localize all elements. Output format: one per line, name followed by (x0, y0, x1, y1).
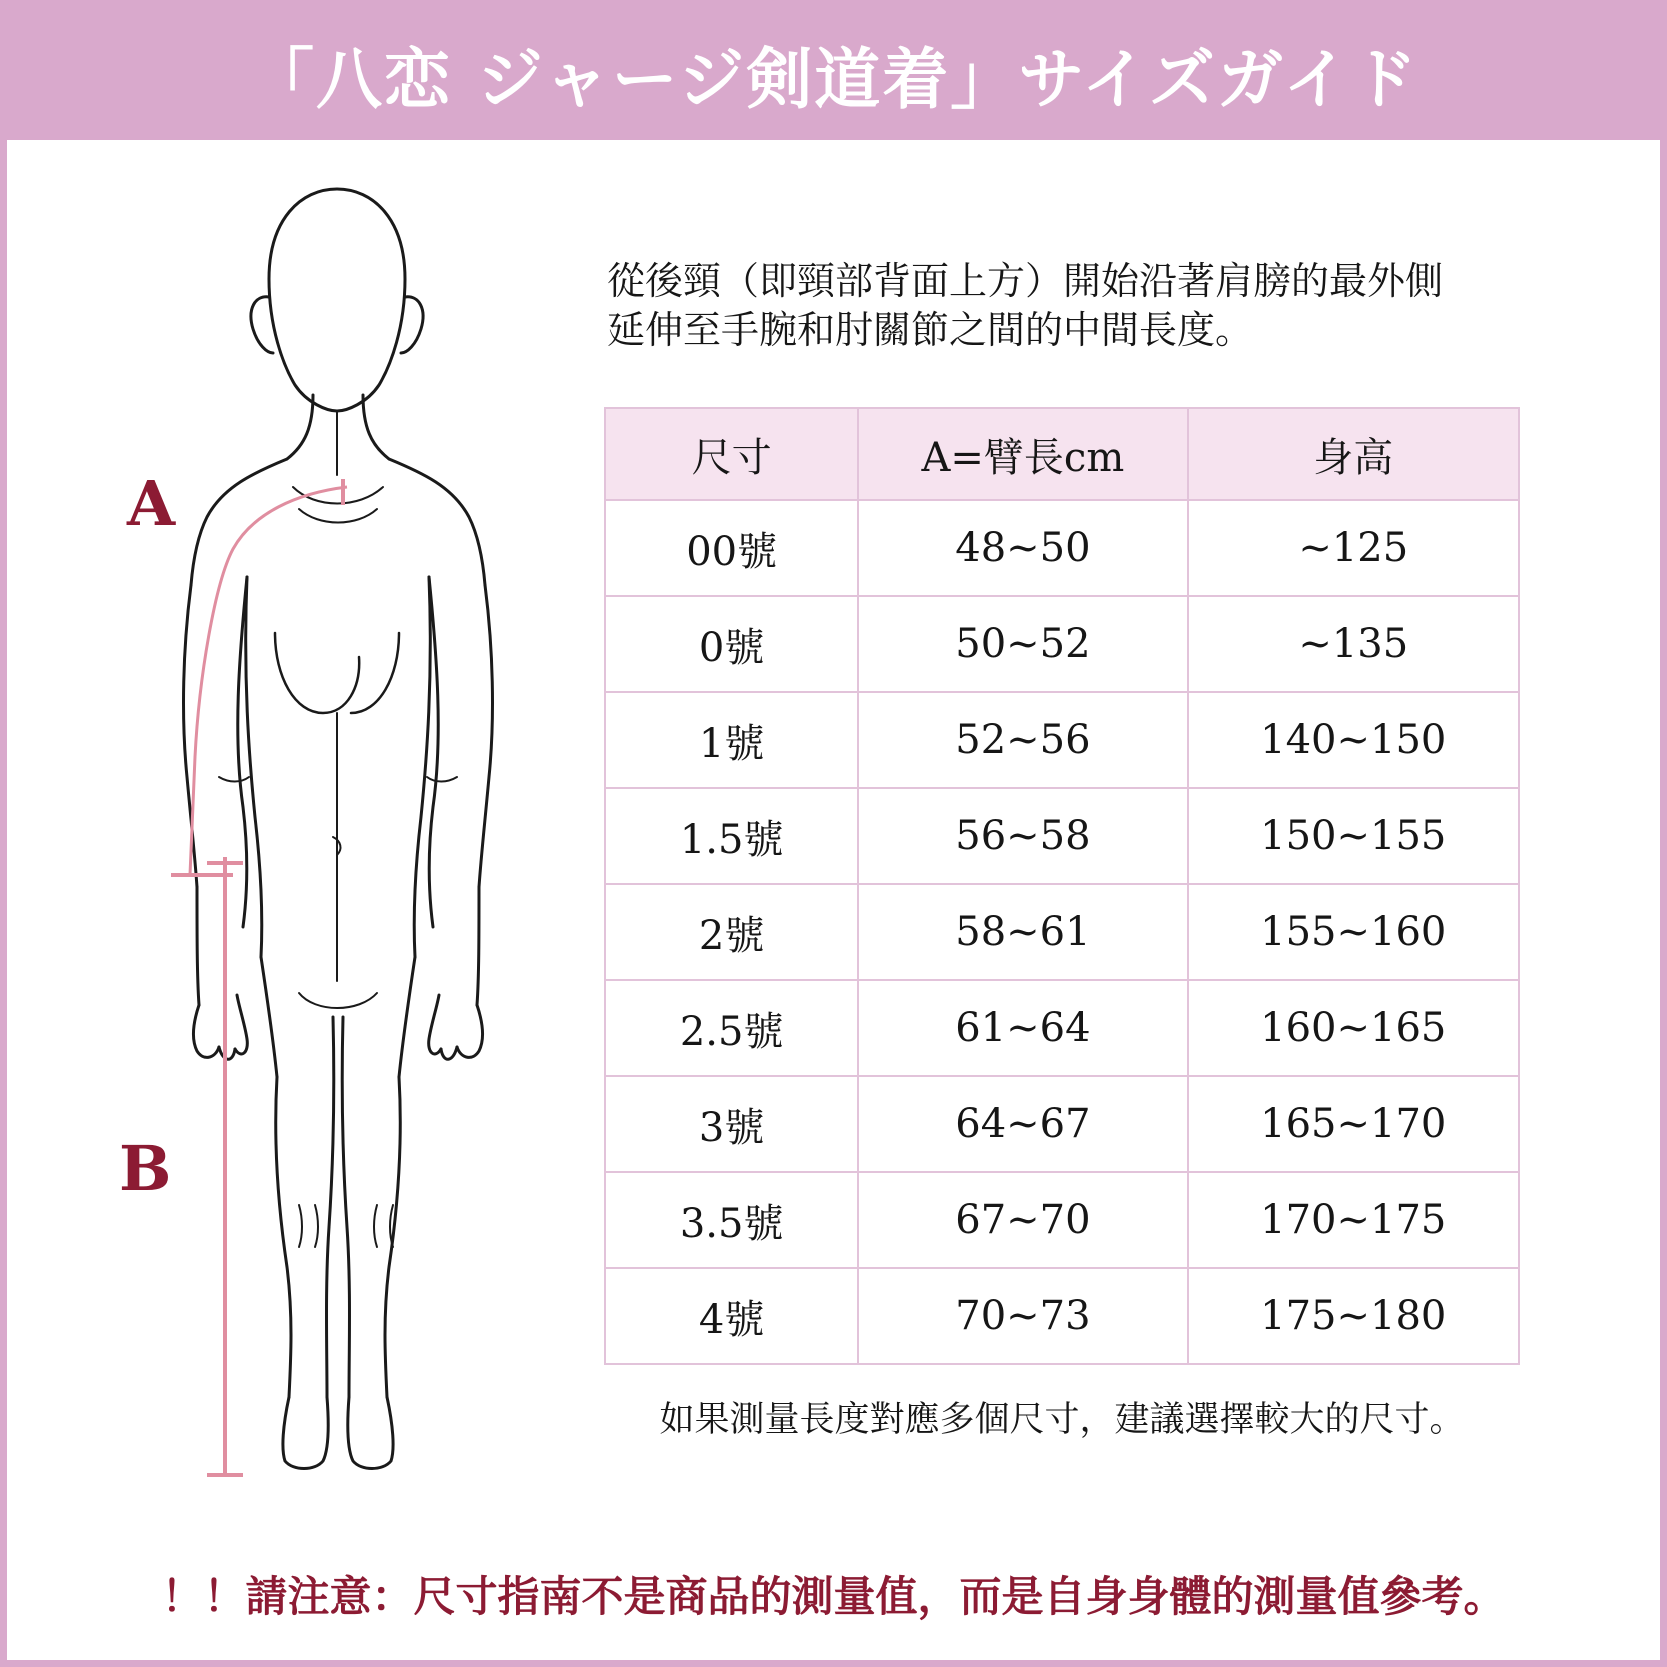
table-row (605, 500, 1519, 596)
table-row (605, 692, 1519, 788)
size-table (604, 407, 1520, 1365)
cell-size: 1.5號 (605, 788, 858, 884)
table-row (605, 596, 1519, 692)
cell-arm-length: 67~70 (858, 1172, 1187, 1268)
cell-height: 170~175 (1188, 1172, 1519, 1268)
cell-size: 4號 (605, 1268, 858, 1364)
cell-arm-length: 64~67 (858, 1076, 1187, 1172)
cell-arm-length: 56~58 (858, 788, 1187, 884)
cell-height: 150~155 (1188, 788, 1519, 884)
cell-height: 155~160 (1188, 884, 1519, 980)
page-title: 「八恋 ジャージ剣道着」サイズガイド (247, 41, 1420, 118)
table-row (605, 884, 1519, 980)
table-row (605, 1172, 1519, 1268)
cell-size: 1號 (605, 692, 858, 788)
cell-size: 2號 (605, 884, 858, 980)
table-note: 如果測量長度對應多個尺寸，建議選擇較大的尺寸。 (659, 1400, 1465, 1440)
body-diagram (47, 157, 607, 1487)
page-title-bar (7, 7, 1660, 140)
table-row (605, 788, 1519, 884)
cell-arm-length: 70~73 (858, 1268, 1187, 1364)
cell-size: 00號 (605, 500, 858, 596)
measure-description-line-2: 延伸至手腕和肘關節之間的中間長度。 (607, 307, 1254, 352)
table-header-height: 身高 (1188, 408, 1519, 500)
cell-height: ~135 (1188, 596, 1519, 692)
cell-size: 3號 (605, 1076, 858, 1172)
footer-note: ！！請注意：尺寸指南不是商品的測量值，而是自身身體的測量值參考。 (161, 1572, 1506, 1621)
cell-height: 175~180 (1188, 1268, 1519, 1364)
size-table-wrap (604, 407, 1520, 1365)
measure-description (607, 257, 1617, 354)
cell-height: 160~165 (1188, 980, 1519, 1076)
table-row (605, 1076, 1519, 1172)
cell-arm-length: 50~52 (858, 596, 1187, 692)
table-row (605, 1268, 1519, 1364)
label-a: A (127, 467, 176, 540)
cell-arm-length: 61~64 (858, 980, 1187, 1076)
table-header-row (605, 408, 1519, 500)
cell-height: 140~150 (1188, 692, 1519, 788)
measure-description-line-1: 從後頸（即頸部背面上方）開始沿著肩膀的最外側 (607, 259, 1444, 303)
label-b: B (119, 1132, 172, 1205)
cell-height: 165~170 (1188, 1076, 1519, 1172)
cell-arm-length: 48~50 (858, 500, 1187, 596)
table-header-arm-length: A=臂長cm (858, 408, 1187, 500)
cell-size: 3.5號 (605, 1172, 858, 1268)
table-row (605, 980, 1519, 1076)
cell-size: 0號 (605, 596, 858, 692)
cell-height: ~125 (1188, 500, 1519, 596)
cell-arm-length: 52~56 (858, 692, 1187, 788)
cell-arm-length: 58~61 (858, 884, 1187, 980)
cell-size: 2.5號 (605, 980, 858, 1076)
table-header-size: 尺寸 (605, 408, 858, 500)
